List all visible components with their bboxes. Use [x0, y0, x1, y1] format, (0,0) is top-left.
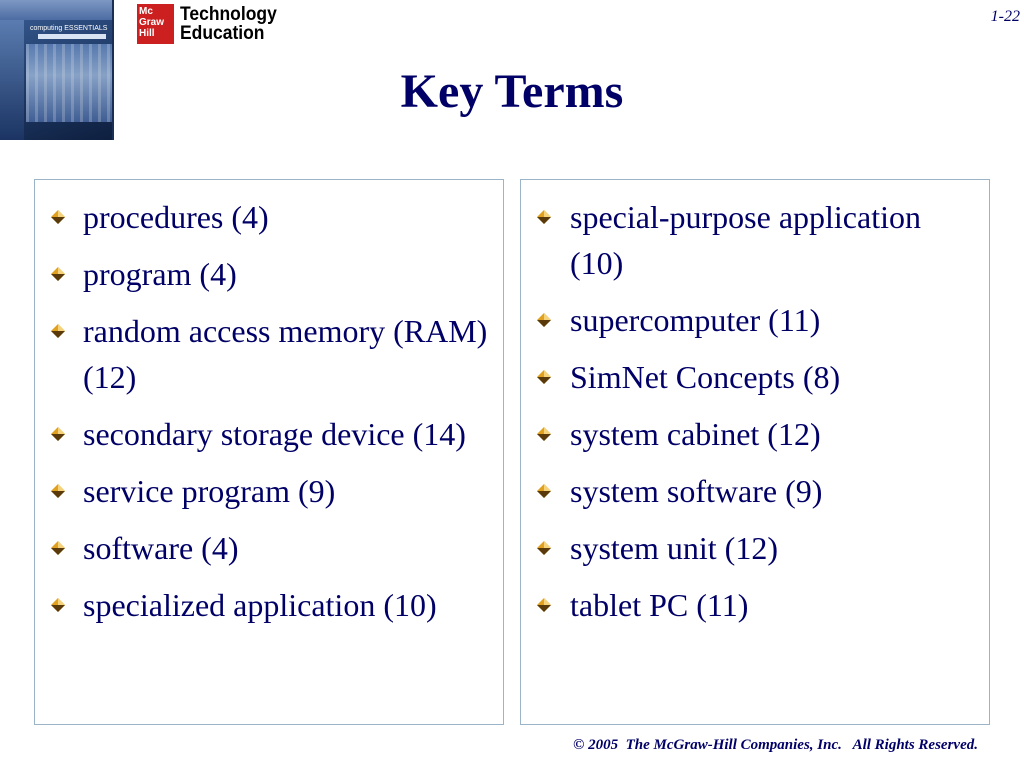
key-term-item: [35, 582, 503, 628]
key-term-item: [521, 411, 989, 457]
diamond-bullet-icon: [51, 598, 65, 612]
diamond-bullet-icon: [537, 598, 551, 612]
publisher-logo: [137, 4, 285, 44]
key-term-text: software (4): [83, 530, 239, 566]
diamond-bullet-icon: [537, 210, 551, 224]
mcgraw-hill-logo-mark: [137, 4, 174, 44]
diamond-bullet-icon: [51, 267, 65, 281]
left-terms-list: [35, 180, 503, 628]
key-term-item: [35, 308, 503, 400]
key-term-text: random access memory (RAM) (12): [83, 313, 488, 395]
left-terms-panel: [34, 179, 504, 725]
diamond-bullet-icon: [537, 484, 551, 498]
key-term-item: [521, 525, 989, 571]
key-term-text: service program (9): [83, 473, 336, 509]
key-term-item: [35, 468, 503, 514]
key-term-text: system software (9): [570, 473, 823, 509]
key-term-text: supercomputer (11): [570, 302, 821, 338]
key-term-item: [521, 194, 989, 286]
key-term-item: [35, 525, 503, 571]
logo-line-2: Education: [180, 23, 265, 44]
key-term-text: specialized application (10): [83, 587, 437, 623]
logo-mark-line: Mc: [139, 6, 153, 17]
key-term-text: procedures (4): [83, 199, 269, 235]
key-term-item: [521, 468, 989, 514]
logo-mark-line: Graw: [139, 17, 165, 28]
key-term-text: secondary storage device (14): [83, 416, 466, 452]
diamond-bullet-icon: [537, 370, 551, 384]
logo-mark-line: Hill: [139, 28, 155, 39]
copyright-footer: © 2005 The McGraw-Hill Companies, Inc. All Rights Reserved.: [573, 737, 978, 753]
key-term-item: [35, 411, 503, 457]
right-terms-list: [521, 180, 989, 628]
key-term-text: program (4): [83, 256, 237, 292]
diamond-bullet-icon: [537, 313, 551, 327]
right-terms-panel: [520, 179, 990, 725]
cover-edition-bar: [38, 34, 106, 39]
cover-top-strip: [0, 0, 112, 20]
slide-title: Key Terms: [400, 65, 624, 118]
logo-wordmark: [180, 5, 277, 43]
key-term-item: [521, 582, 989, 628]
diamond-bullet-icon: [51, 324, 65, 338]
diamond-bullet-icon: [51, 484, 65, 498]
diamond-bullet-icon: [51, 427, 65, 441]
key-term-text: system unit (12): [570, 530, 778, 566]
key-term-text: SimNet Concepts (8): [570, 359, 841, 395]
slide-number: 1-22: [990, 8, 1020, 25]
key-term-item: [521, 297, 989, 343]
key-term-text: special-purpose application (10): [570, 199, 921, 281]
diamond-bullet-icon: [51, 210, 65, 224]
key-term-text: system cabinet (12): [570, 416, 821, 452]
key-term-item: [521, 354, 989, 400]
key-term-item: [35, 194, 503, 240]
cover-title: computing ESSENTIALS: [30, 25, 108, 32]
key-term-item: [35, 251, 503, 297]
diamond-bullet-icon: [537, 541, 551, 555]
diamond-bullet-icon: [537, 427, 551, 441]
diamond-bullet-icon: [51, 541, 65, 555]
key-term-text: tablet PC (11): [570, 587, 749, 623]
logo-line-1: Technology: [180, 4, 277, 25]
